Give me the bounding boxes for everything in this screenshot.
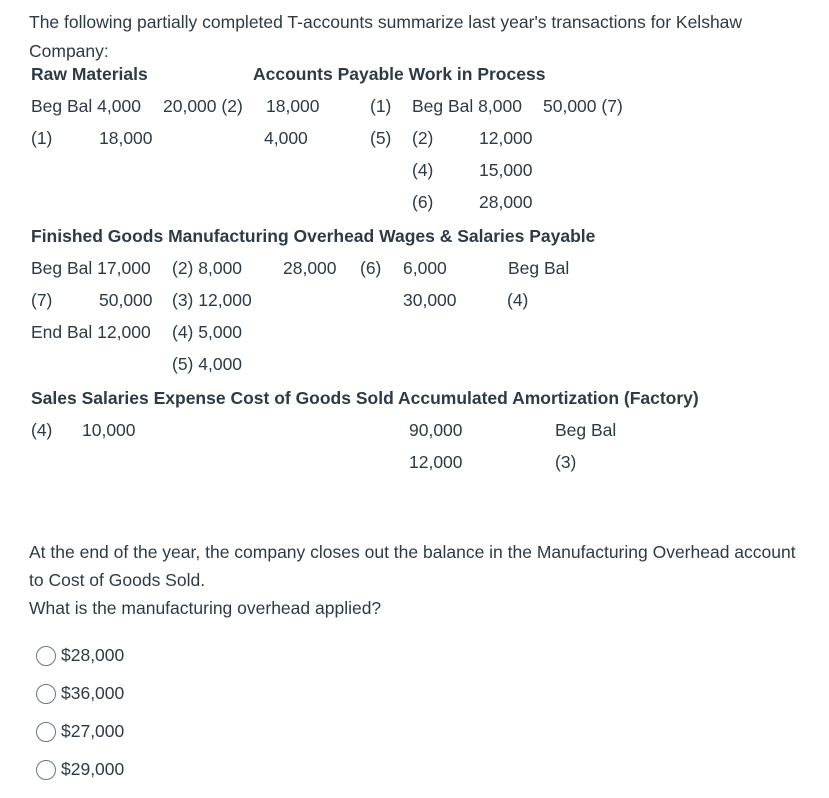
- answer-option-1[interactable]: [36, 646, 124, 666]
- g1-r2-c4: (5): [370, 128, 392, 148]
- g2-r2-c3: (3) 12,000: [172, 290, 252, 310]
- g3-r2-c1: 12,000: [409, 452, 463, 472]
- g1-r2-c6: 12,000: [479, 128, 533, 148]
- g1-r4-c2: 28,000: [479, 192, 533, 212]
- g2-r2-c1: (7): [31, 290, 53, 310]
- header-sales-cogs-amort: Sales Salaries Expense Cost of Goods Sold Accumulated Amortization (Factory): [31, 388, 699, 408]
- header-raw-materials: Raw Materials: [31, 64, 148, 84]
- g2-r2-c2: 50,000: [99, 290, 153, 310]
- g2-r1-c4: (6): [360, 258, 382, 278]
- g1-r4-c1: (6): [412, 192, 434, 212]
- answer-option-4[interactable]: [36, 760, 124, 780]
- g3-r1-c4: Beg Bal: [555, 420, 617, 440]
- answer-option-label: $27,000: [61, 721, 125, 742]
- g2-r1-c5: 6,000: [403, 258, 447, 278]
- answer-option-label: $28,000: [61, 645, 125, 666]
- answer-option-label: $29,000: [61, 759, 125, 780]
- closing-text: [29, 538, 809, 622]
- question-prompt: What is the manufacturing overhead applied?: [29, 598, 382, 618]
- answer-option-2[interactable]: [36, 684, 124, 704]
- g2-r2-c4: 30,000: [403, 290, 457, 310]
- g2-r1-c1: Beg Bal 17,000: [31, 258, 151, 278]
- g2-r4-c1: (5) 4,000: [172, 354, 243, 374]
- g2-r3-c2: (4) 5,000: [172, 322, 243, 342]
- radio-button[interactable]: [36, 684, 56, 704]
- g1-r2-c5: (2): [412, 128, 434, 148]
- g3-r1-c3: 90,000: [409, 420, 463, 440]
- g2-r3-c1: End Bal 12,000: [31, 322, 151, 342]
- radio-button[interactable]: [36, 722, 56, 742]
- g2-r2-c5: (4): [507, 290, 529, 310]
- g1-r2-c1: (1): [31, 128, 53, 148]
- g3-r2-c2: (3): [555, 452, 577, 472]
- g1-r1-c3: 18,000: [266, 96, 320, 116]
- g1-r1-c5: Beg Bal 8,000: [412, 96, 522, 116]
- header-ap-wip: Accounts Payable Work in Process: [253, 64, 546, 84]
- g1-r3-c2: 15,000: [479, 160, 533, 180]
- header-fg-moh-wages: Finished Goods Manufacturing Overhead Wages & Salaries Payable: [31, 226, 596, 246]
- intro-text: The following partially completed T-accounts summarize last year's transactions for Kelshaw Company:: [29, 12, 743, 61]
- g2-r1-c2: (2) 8,000: [172, 258, 243, 278]
- g2-r1-c6: Beg Bal: [508, 258, 570, 278]
- g1-r2-c2: 18,000: [99, 128, 153, 148]
- answer-option-label: $36,000: [61, 683, 125, 704]
- g1-r2-c3: 4,000: [264, 128, 308, 148]
- closing-statement: At the end of the year, the company closes out the balance in the Manufacturing Overhead account to Cost of Goods Sold.: [29, 542, 796, 590]
- g1-r1-c2: 20,000 (2): [163, 96, 243, 116]
- g2-r1-c3: 28,000: [283, 258, 337, 278]
- g1-r1-c1: Beg Bal 4,000: [31, 96, 141, 116]
- g1-r1-c6: 50,000 (7): [543, 96, 623, 116]
- g1-r1-c4: (1): [370, 96, 392, 116]
- radio-button[interactable]: [36, 646, 56, 666]
- g3-r1-c1: (4): [31, 420, 53, 440]
- g1-r3-c1: (4): [412, 160, 434, 180]
- g3-r1-c2: 10,000: [82, 420, 136, 440]
- radio-button[interactable]: [36, 760, 56, 780]
- answer-option-3[interactable]: [36, 722, 124, 742]
